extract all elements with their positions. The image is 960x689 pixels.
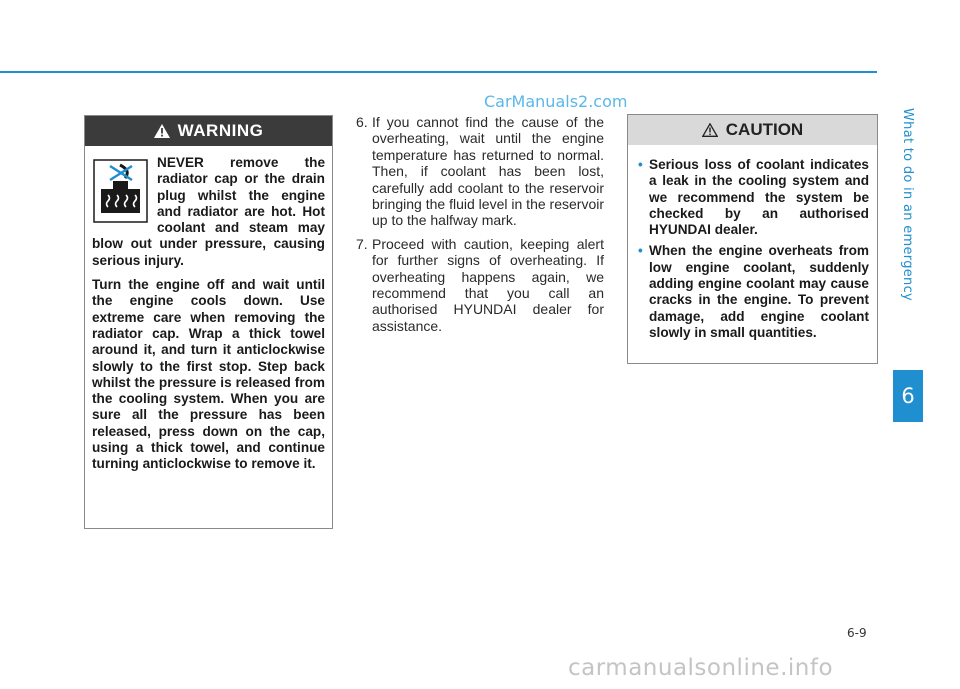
warning-title: WARNING: [177, 121, 264, 140]
radiator-hot-steam-icon: [93, 159, 148, 223]
header-rule: [0, 71, 877, 73]
bullet-icon: •: [638, 157, 643, 172]
warning-paragraph: Turn the engine off and wait until the engine cools down. Use extreme care when removing the radiator cap. Wrap a thick towel around it, and turn it anticlockwise slowly to the first stop. Step back whilst the pressure is released from the cooling system. When you are sure all the pressure has been released, press down on the cap, using a thick towel, and continue turning anticlockwise to remove it.: [92, 277, 325, 472]
bullet-icon: •: [638, 243, 643, 259]
caution-box: [627, 114, 878, 364]
procedure-steps: [356, 114, 604, 341]
header-watermark[interactable]: CarManuals2.com: [484, 92, 628, 111]
caution-title: CAUTION: [725, 120, 804, 139]
warning-box: [84, 115, 333, 529]
list-item: [638, 243, 869, 341]
list-item: [356, 114, 604, 229]
section-title: What to do in an emergency: [900, 108, 915, 302]
page-number: 6-9: [847, 626, 867, 640]
caution-item-text: Serious loss of coolant indicates a leak in the cooling system and we recommend the system be checked by an authorised HYUNDAI dealer.: [649, 157, 869, 238]
step-text: Proceed with caution, keeping alert for further signs of overheating. If overheating happens again, we recommend that you call an authorised HYUNDAI dealer for assistance.: [372, 235, 604, 334]
footer-watermark[interactable]: carmanualsonline.info: [568, 655, 834, 681]
warning-paragraph: NEVER remove the radiator cap or the drain plug whilst the engine and radiator are hot. Hot coolant and steam may blow out under pressure, causing serious injury.: [92, 155, 325, 268]
caution-header: [628, 115, 877, 145]
warning-header: [85, 116, 332, 146]
caution-body: [628, 145, 877, 341]
caution-triangle-icon: [702, 123, 718, 137]
caution-item-text: When the engine overheats from low engine coolant, suddenly adding engine coolant may cause cracks in the engine. To prevent damage, add engine coolant slowly in small quantities.: [649, 243, 869, 340]
list-item: [356, 236, 604, 334]
warning-body: [85, 146, 332, 473]
step-number: 7.: [356, 235, 368, 252]
step-text: If you cannot find the cause of the overheating, wait until the engine temperature has returned to normal. Then, if coolant has been lost, carefully add coolant to the reservoir bringing the fluid level in the reservoir up to the halfway mark.: [372, 114, 604, 229]
chapter-tab[interactable]: [893, 370, 923, 422]
list-item: [638, 157, 869, 238]
chapter-number: 6: [901, 384, 915, 408]
warning-triangle-icon: [154, 124, 170, 138]
step-number: 6.: [356, 114, 368, 130]
